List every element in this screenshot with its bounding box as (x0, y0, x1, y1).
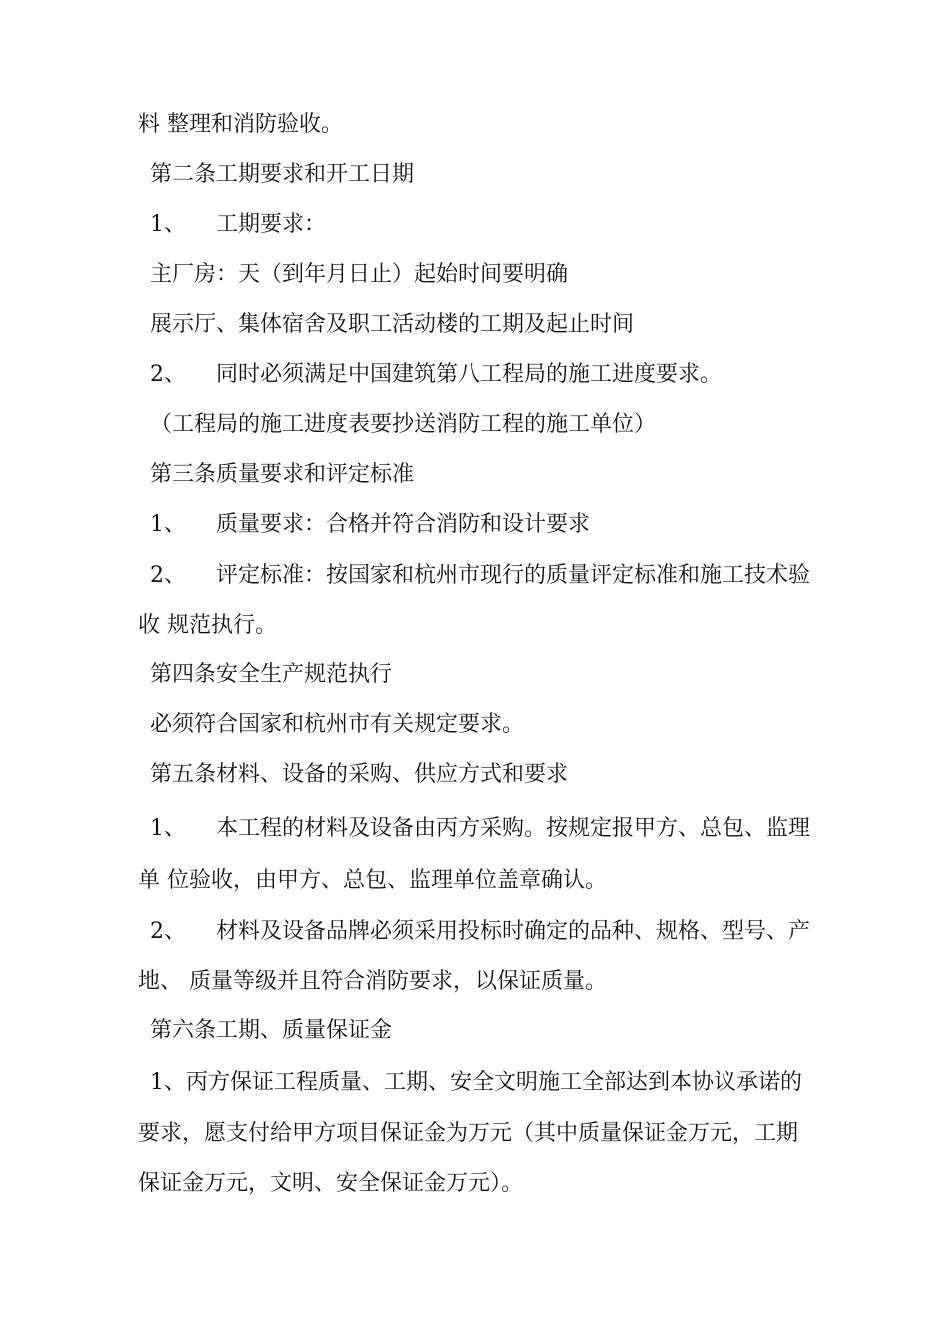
text-line (138, 1119, 798, 1149)
list-item (150, 210, 326, 240)
line-text: 地、 质量等级并且符合消防要求，以保证质量。 (138, 969, 607, 994)
line-text: 主厂房：天（到年月日止）起始时间要明确 (150, 262, 569, 287)
text-line (150, 410, 656, 440)
list-item (150, 814, 810, 844)
section-heading (150, 660, 392, 690)
list-item (150, 561, 810, 591)
line-text: 第五条材料、设备的采购、供应方式和要求 (150, 762, 569, 787)
list-item (150, 510, 590, 540)
line-text: 展示厅、集体宿舍及职工活动楼的工期及起止时间 (150, 312, 635, 337)
list-number: 1、 (150, 512, 186, 537)
section-heading (150, 1016, 392, 1046)
text-line (138, 110, 343, 140)
list-number: 2、 (150, 362, 186, 387)
line-text: 工期要求： (216, 212, 327, 237)
line-text: 本工程的材料及设备由丙方采购。按规定报甲方、总包、监理 (216, 816, 811, 841)
text-line (150, 310, 634, 340)
line-text: 收 规范执行。 (138, 613, 277, 638)
line-text: 第六条工期、质量保证金 (150, 1018, 393, 1043)
line-text: 第二条工期要求和开工日期 (150, 162, 415, 187)
list-number: 2、 (150, 919, 186, 944)
line-text: 材料及设备品牌必须采用投标时确定的品种、规格、型号、产 (216, 919, 811, 944)
line-text: 第四条安全生产规范执行 (150, 662, 393, 687)
line-text: 必须符合国家和杭州市有关规定要求。 (150, 712, 525, 737)
list-number: 2、 (150, 563, 186, 588)
text-line (138, 866, 607, 896)
line-text: 保证金万元，文明、安全保证金万元）。 (138, 1171, 524, 1196)
list-item (150, 917, 810, 947)
line-text: 同时必须满足中国建筑第八工程局的施工进度要求。 (216, 362, 723, 387)
line-text: 评定标准：按国家和杭州市现行的质量评定标准和施工技术验 (216, 563, 811, 588)
text-line (138, 1169, 523, 1199)
line-text: 单 位验收，由甲方、总包、监理单位盖章确认。 (138, 868, 607, 893)
text-line (150, 710, 524, 740)
list-item (150, 360, 722, 390)
section-heading (150, 160, 414, 190)
line-text: 第三条质量要求和评定标准 (150, 462, 415, 487)
section-heading (150, 460, 414, 490)
line-text: 1、丙方保证工程质量、工期、安全文明施工全部达到本协议承诺的 (150, 1070, 802, 1095)
section-heading (150, 760, 568, 790)
line-text: （工程局的施工进度表要抄送消防工程的施工单位） (150, 412, 657, 437)
line-text: 要求，愿支付给甲方项目保证金为万元（其中质量保证金万元，工期 (138, 1121, 799, 1146)
list-number: 1、 (150, 212, 186, 237)
line-text: 质量要求：合格并符合消防和设计要求 (216, 512, 591, 537)
text-line (138, 967, 607, 997)
text-line (138, 611, 277, 641)
text-line (150, 260, 568, 290)
text-line (150, 1068, 802, 1098)
line-text: 料 整理和消防验收。 (138, 112, 343, 137)
list-number: 1、 (150, 816, 186, 841)
